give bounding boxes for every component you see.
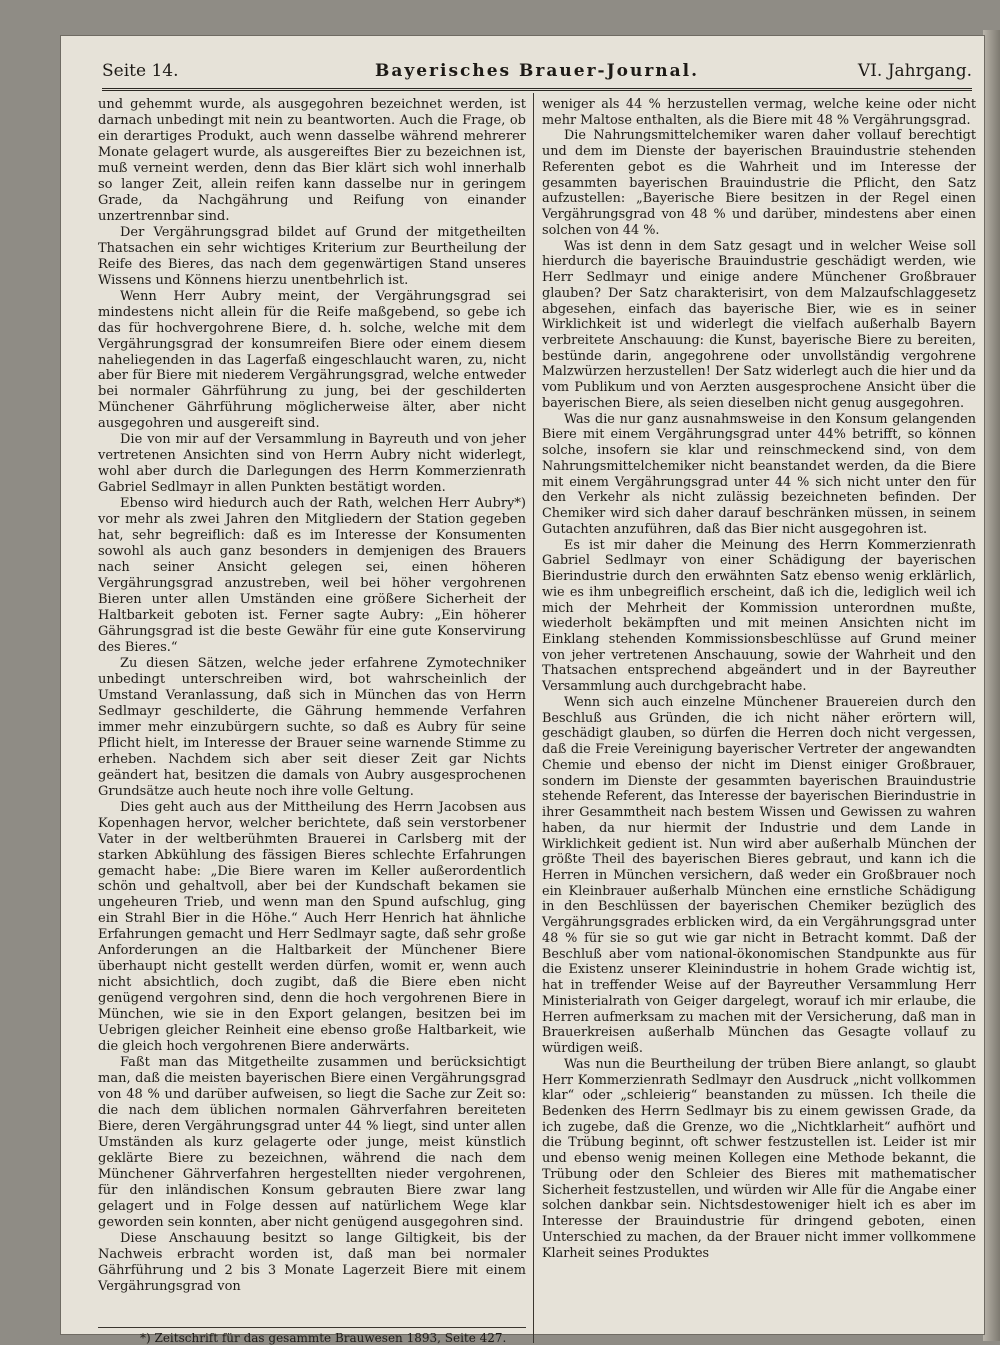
paragraph: Die Nahrungsmittelchemiker waren daher vollauf berechtigt und dem im Dienste der bayerischen Brauindustrie stehenden Referenten gebot es die Wahrheit und im Interesse der gesammten bayerischen Brauindustrie die Pflicht, den Satz aufzustellen: „Bayerische Biere besitzen in der Regel einen Vergährungsgrad von 48 % und darüber, mindestens aber einen solchen von 44 %.	[542, 128, 976, 238]
paragraph: Ebenso wird hiedurch auch der Rath, welchen Herr Aubry*) vor mehr als zwei Jahren den Mitgliedern der Station gegeben hat, sehr begreiflich: daß es im Interesse der Konsumenten sowohl als auch ganz besonders in demjenigen des Brauers nach seiner Ansicht gelegen sei, einen höheren Vergährungsgrad anzustreben, weil bei höher vergohrenen Bieren unter allen Umständen eine größere Sicherheit der Haltbarkeit geboten ist. Ferner sagte Aubry: „Ein höherer Gährungsgrad ist die beste Gewähr für eine gute Konservirung des Bieres.“	[98, 496, 526, 655]
page-edge	[983, 30, 1000, 1341]
left-column	[98, 97, 526, 1295]
paragraph: Dies geht auch aus der Mittheilung des Herrn Jacobsen aus Kopenhagen hervor, welcher berichtete, daß sein verstorbener Vater in der weltberühmten Brauerei in Carlsberg mit der starken Abkühlung des fässigen Bieres schlechte Erfahrungen gemacht habe: „Die Biere waren im Keller außerordentlich schön und gehaltvoll, aber bei der Kundschaft bekamen sie ungeheuren Trieb, und wenn man den Spund aufschlug, ging ein Strahl Bier in die Höhe.“ Auch Herr Henrich hat ähnliche Erfahrungen gemacht und Herr Sedlmayr sagte, daß sehr große Anforderungen an die Haltbarkeit der Münchener Biere überhaupt nicht gestellt werden dürfen, womit er, wenn auch nicht absichtlich, doch zugibt, daß die Biere eben nicht genügend vergohren sind, denn die hoch vergohrenen Biere in München, wie sie in den Export gelangen, besitzen bei im Uebrigen gleicher Reinheit eine ebenso große Haltbarkeit, wie die gleich hoch vergohrenen Biere anderwärts.	[98, 799, 526, 1055]
journal-page	[60, 35, 985, 1345]
paragraph: Der Vergährungsgrad bildet auf Grund der mitgetheilten Thatsachen ein sehr wichtiges Kriterium zur Beurtheilung der Reife des Bieres, das nach dem gegenwärtigen Stand unseres Wissens und Könnens hierzu unentbehrlich ist.	[98, 224, 526, 288]
paragraph: Wenn sich auch einzelne Münchener Brauereien durch den Beschluß aus Gründen, die ich nicht näher erörtern will, geschädigt glauben, so dürfen die Herren doch nicht vergessen, daß die Freie Vereinigung bayerischer Vertreter der angewandten Chemie und ebenso der nicht im Dienst einiger Großbrauer, sondern im Dienste der gesammten bayerischen Brauindustrie stehende Referent, das Interesse der bayerischen Bierindustrie in ihrer Gesammtheit nach bestem Wissen und Gewissen zu wahren haben, da nur hiermit der Industrie und dem Lande in Wirklichkeit gedient ist. Nun wird aber außerhalb München der größte Theil des bayerischen Bieres gebraut, und kann ich die Herren in München versichern, daß weder ein Großbrauer noch ein Kleinbrauer außerhalb München eine ernstliche Schädigung in den Beschlüssen der bayerischen Chemiker bezüglich des Vergährungsgrades erblicken wird, da ein Vergährungsgrad unter 48 % für sie so gut wie gar nicht in Betracht kommt. Daß der Beschluß aber vom national-ökonomischen Standpunkte aus für die Existenz unserer Kleinindustrie in hohem Grade wichtig ist, hat in treffender Weise auf der Bayreuther Versammlung Herr Ministerialrath von Geiger dargelegt, worauf ich mir erlaube, die Herren aufmerksam zu machen mit der Versicherung, daß man in Brauerkreisen außerhalb München das Gesagte vollauf zu würdigen weiß.	[542, 694, 976, 1057]
paragraph: Was nun die Beurtheilung der trüben Biere anlangt, so glaubt Herr Kommerzienrath Sedlmayr den Ausdruck „nicht vollkommen klar“ oder „schleierig“ beanstanden zu müssen. Ich theile die Bedenken des Herrn Sedlmayr bis zu einem gewissen Grade, da ich zugebe, daß die Grenze, wo die „Nichtklarheit“ aufhört und die Trübung beginnt, oft schwer festzustellen ist. Leider ist mir und ebenso wenig meinen Kollegen eine Methode bekannt, die Trübung oder den Schleier des Bieres mit mathematischer Sicherheit festzustellen, und würden wir Alle für die Angabe einer solchen dankbar sein. Nichtsdestoweniger hielt ich es aber im Interesse der Brauindustrie für dringend geboten, einen Unterschied zu machen, da der Brauer nicht immer vollkommene Klarheit seines Produktes	[542, 1056, 976, 1261]
paragraph: Was die nur ganz ausnahmsweise in den Konsum gelangenden Biere mit einem Vergährungsgrad unter 44% betrifft, so können solche, insofern sie klar und reinschmeckend sind, von dem Nahrungsmittelchemiker nicht beanstandet werden, da die Biere mit einem Vergährungsgrad unter 44 % sich nicht unter den für den Verkehr als nicht zulässig bezeichneten befinden. Der Chemiker wird sich daher darauf beschränken müssen, in seinem Gutachten anzuführen, daß das Bier nicht ausgegohren ist.	[542, 411, 976, 537]
paragraph: weniger als 44 % herzustellen vermag, welche keine oder nicht mehr Maltose enthalten, als die Biere mit 48 % Vergährungsgrad.	[542, 97, 976, 128]
paragraph: Es ist mir daher die Meinung des Herrn Kommerzienrath Gabriel Sedlmayr von einer Schädigung der bayerischen Bierindustrie durch den erwähnten Satz ebenso wenig erklärlich, wie es ihm unbegreiflich erscheint, daß ich die, lediglich weil ich mich der Mehrheit der Kommission unterordnen mußte, wiederholt bekämpften und mit meinen Ansichten nicht im Einklang stehenden Kommissionsbeschlüsse auf Grund meiner von jeher vertretenen Anschauung, sowie der Wahrheit und den Thatsachen entsprechend abgeändert und in der Bayreuther Versammlung auch durchgebracht habe.	[542, 537, 976, 695]
paragraph: Zu diesen Sätzen, welche jeder erfahrene Zymotechniker unbedingt unterschreiben wird, bot wahrscheinlich der Umstand Veranlassung, daß sich in München das von Herrn Sedlmayr geschilderte, die Gährung hemmende Verfahren immer mehr einzubürgern suchte, so daß es Aubry für seine Pflicht hielt, im Interesse der Brauer seine warnende Stimme zu erheben. Nachdem sich aber seit dieser Zeit gar Nichts geändert hat, besitzen die damals von Aubry ausgesprochenen Grundsätze auch heute noch ihre volle Geltung.	[98, 655, 526, 799]
paragraph: Was ist denn in dem Satz gesagt und in welcher Weise soll hierdurch die bayerische Brauindustrie geschädigt werden, wie Herr Sedlmayr und einige andere Münchener Großbrauer glauben? Der Satz charakterisirt, von dem Malzaufschlaggesetz abgesehen, einfach das bayerische Bier, wie es in seiner Wirklichkeit ist und widerlegt die vielfach außerhalb Bayern verbreitete Anschauung: die Kunst, bayerische Biere zu bereiten, bestünde darin, angegohrene oder unvollständig vergohrene Malzwürzen herzustellen! Der Satz widerlegt auch die hier und da vom Publikum und von Aerzten ausgesprochene Ansicht über die bayerischen Biere, als seien dieselben nicht genug ausgegohren.	[542, 238, 976, 411]
journal-title: Bayerisches Brauer-Journal.	[374, 61, 700, 81]
column-divider	[533, 93, 534, 1343]
paragraph: Wenn Herr Aubry meint, der Vergährungsgrad sei mindestens nicht allein für die Reife maßgebend, so gebe ich das für hochvergohrene Biere, d. h. solche, welche mit dem Vergährungsgrad der konsumreifen Biere oder einem diesem naheliegenden in das Lagerfaß eingeschlaucht waren, zu, nicht aber für Biere mit niederem Vergährungsgrad, welche entweder bei normaler Gährführung zu jung, bei der geschilderten Münchener Gährführung möglicherweise älter, aber nicht ausgegohren und ausgereift sind.	[98, 288, 526, 432]
right-column	[542, 97, 976, 1261]
page-header	[102, 61, 972, 83]
page-number: Seite 14.	[102, 61, 179, 81]
paragraph: Diese Anschauung besitzt so lange Giltigkeit, bis der Nachweis erbracht worden ist, daß man bei normaler Gährführung und 2 bis 3 Monate Lagerzeit Biere mit einem Vergährungsgrad von	[98, 1230, 526, 1294]
paragraph: und gehemmt wurde, als ausgegohren bezeichnet werden, ist darnach unbedingt mit nein zu beantworten. Auch die Frage, ob ein derartiges Produkt, auch wenn dasselbe während mehrerer Monate gelagert wurde, als ausgereiftes Bier zu bezeichnen ist, muß verneint werden, denn das Bier klärt sich wohl innerhalb so langer Zeit, allein reifen kann dasselbe nur in geringem Grade, da Nachgährung und Reifung von einander unzertrennbar sind.	[98, 97, 526, 224]
paragraph: Faßt man das Mitgetheilte zusammen und berücksichtigt man, daß die meisten bayerischen Biere einen Vergährungsgrad von 48 % und darüber aufweisen, so liegt die Sache zur Zeit so: die nach dem üblichen normalen Gährverfahren bereiteten Biere, deren Vergährungsgrad unter 44 % liegt, sind unter allen Umständen als kurz gelagerte oder junge, meist künstlich geklärte Biere zu bezeichnen, während die nach dem Münchener Gährverfahren hergestellten nieder vergohrenen, für den inländischen Konsum gebrauten Biere zwar lang gelagert und in Folge dessen auf natürlichem Wege klar geworden sein konnten, aber nicht genügend ausgegohren sind.	[98, 1055, 526, 1230]
footnote: *) Zeitschrift für das gesammte Brauwesen 1893, Seite 427.	[140, 1331, 507, 1345]
volume-label: VI. Jahrgang.	[857, 61, 972, 81]
footnote-rule	[98, 1327, 526, 1328]
header-rule	[102, 88, 972, 91]
paragraph: Die von mir auf der Versammlung in Bayreuth und von jeher vertretenen Ansichten sind von Herrn Aubry nicht widerlegt, wohl aber durch die Darlegungen des Herrn Kommerzienrath Gabriel Sedlmayr in allen Punkten bestätigt worden.	[98, 432, 526, 496]
